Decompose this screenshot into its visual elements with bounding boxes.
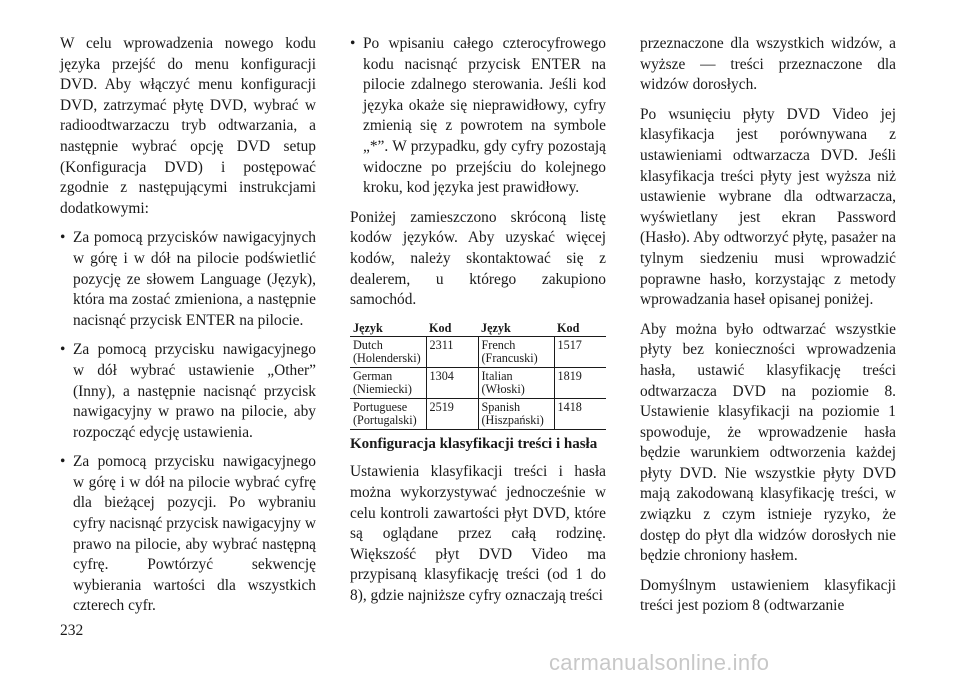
table-cell xyxy=(478,336,554,367)
table-cell: 2311 xyxy=(426,336,478,367)
language-name: Spanish xyxy=(481,399,521,414)
body-paragraph: przeznaczone dla wszystkich widzów, a wyższe — treści przeznaczone dla widzów dorosłych. xyxy=(640,35,896,94)
column-left xyxy=(60,34,316,626)
language-name-polish: (Holenderski) xyxy=(353,350,421,365)
language-name-polish: (Niemiecki) xyxy=(353,381,412,396)
table-row xyxy=(350,367,606,398)
body-paragraph: Po wsunięciu płyty DVD Video jej klasyfikacja jest porównywana z ustawieniami odtwarzacza DVD. Jeśli klasyfikacja treści płyty jest wyższa niż ustawienie wybrane dla odtwarzacza, wyświetlany jest ekran Password (Hasło). Aby odtworzyć płytę, pasażer na tylnym siedzeniu musi wprowadzić poprawne hasło, korzystając z metody wprowadzania haseł opisanej poniżej. xyxy=(640,105,896,309)
rating-paragraph: Ustawienia klasyfikacji treści i hasła można wykorzystywać jednocześnie w celu kontroli zawartości płyt DVD, które są oglądane przez całą rodzinę. Większość płyt DVD Video ma przypisaną klasyfikację treści (od 1 do 8), gdzie najniższe cyfry oznaczają treści xyxy=(350,463,606,604)
list-item: • Po wpisaniu całego czterocyfrowego kodu nacisnąć przycisk ENTER na pilocie zdalnego sterowania. Jeśli kod języka okaże się nieprawidłowy, cyfry zmienią się z powrotem na symbole „*”. W przypadku, gdy cyfry pozostają widoczne po przejściu do kolejnego kroku, kod języka jest prawidłowy. xyxy=(350,34,606,199)
body-paragraph: Domyślnym ustawieniem klasyfikacji treści jest poziom 8 (odtwarzanie xyxy=(640,576,896,615)
language-name: Italian xyxy=(481,368,513,383)
table-cell xyxy=(478,367,554,398)
column-right xyxy=(640,34,896,626)
language-name: French xyxy=(481,337,516,352)
table-cell xyxy=(478,398,554,429)
column-header: Język xyxy=(350,320,426,337)
body-paragraph: Aby można było odtwarzać wszystkie płyty bez konieczności wprowadzenia hasła, ustawić klasyfikację treści odtwarzacza DVD na poziomie 8. Ustawienie klasyfikacji na poziomie 1 spowoduje, że wprowadzenie hasła będzie warunkiem odtworzenia każdej płyty DVD. Nie wszystkie płyty DVD mają zakodowaną klasyfikację treści, w związku z czym istnieje ryzyko, że dostęp do płyt dla widzów dorosłych nie będzie chroniony hasłem. xyxy=(640,320,896,565)
list-item: • Za pomocą przycisku nawigacyjnego w dół wybrać ustawienie „Other” (Inny), a następnie nacisnąć przycisk nawigacyjny w prawo na pilocie, aby rozpocząć edycję ustawienia. xyxy=(60,340,316,443)
table-cell xyxy=(350,367,426,398)
language-codes-intro: Poniżej zamieszczono skróconą listę kodów języków. Aby uzyskać więcej kodów, należy skontaktować się z dealerem, u którego zakupiono samochód. xyxy=(350,208,606,309)
language-name-polish: (Francuski) xyxy=(481,350,538,365)
column-header: Kod xyxy=(426,320,478,337)
language-name-polish: (Hiszpański) xyxy=(481,412,544,427)
table-cell: 1819 xyxy=(554,367,606,398)
instruction-list xyxy=(350,34,606,199)
table-row xyxy=(350,398,606,429)
table-cell: 1304 xyxy=(426,367,478,398)
table-row xyxy=(350,336,606,367)
column-middle xyxy=(350,34,606,615)
language-name-polish: (Portugalski) xyxy=(353,412,417,427)
language-name: Dutch xyxy=(353,337,383,352)
table-cell xyxy=(350,398,426,429)
language-name-polish: (Włoski) xyxy=(481,381,525,396)
table-header-row xyxy=(350,320,606,337)
table-cell: 1517 xyxy=(554,336,606,367)
section-heading: Konfiguracja klasyfikacji treści i hasła xyxy=(350,435,598,452)
column-header: Kod xyxy=(554,320,606,337)
instruction-list xyxy=(60,228,316,617)
table-cell: 1418 xyxy=(554,398,606,429)
language-codes-table xyxy=(350,320,606,430)
list-item: • Za pomocą przycisku nawigacyjnego w górę i w dół na pilocie wybrać cyfrę dla bieżącej pozycji. Po wybraniu cyfry nacisnąć przycisk nawigacyjny w prawo na pilocie, aby wybrać następną cyfrę. Powtórzyć sekwencję wybierania wartości dla wszystkich czterech cyfr. xyxy=(60,452,316,617)
table-cell: 2519 xyxy=(426,398,478,429)
page-number: 232 xyxy=(60,622,84,639)
language-name: Portuguese xyxy=(353,399,408,414)
list-item: • Za pomocą przycisków nawigacyjnych w górę i w dół na pilocie podświetlić pozycję ze słowem Language (Język), która ma zostać zmieniona, a następnie nacisnąć przycisk ENTER na pilocie. xyxy=(60,228,316,331)
table-cell xyxy=(350,336,426,367)
language-name: German xyxy=(353,368,393,383)
intro-paragraph: W celu wprowadzenia nowego kodu języka przejść do menu konfiguracji DVD. Aby włączyć menu konfiguracji DVD, zatrzymać płytę DVD, wybrać w radioodtwarzaczu tryb odtwarzania, a następnie wybrać opcję DVD setup (Konfiguracja DVD) i postępować zgodnie z następującymi instrukcjami dodatkowymi: xyxy=(60,35,316,217)
column-header: Język xyxy=(478,320,554,337)
watermark: carmanualsonline.info xyxy=(549,650,770,675)
